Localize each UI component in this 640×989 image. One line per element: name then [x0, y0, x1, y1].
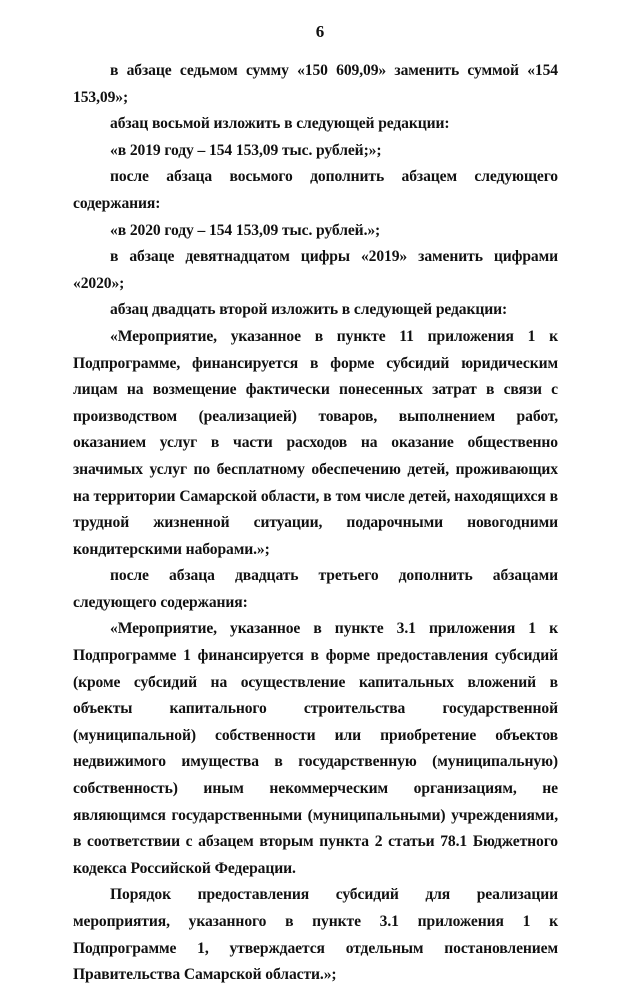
paragraph-add-after-eighth: после абзаца восьмого дополнить абзацем следующего содержания: [73, 168, 558, 212]
paragraph-add-after-twenty-third: после абзаца двадцать третьего дополнить абзацами следующего содержания: [73, 567, 558, 611]
paragraph-nineteenth-edit: в абзаце девятнадцатом цифры «2019» заменить цифрами «2020»; [73, 248, 558, 292]
paragraph-measure-3-1: «Мероприятие, указанное в пункте 3.1 приложения 1 к Подпрограмме 1 финансируется в форме предоставления субсидий (кроме субсидий на осуществление капитальных вложений в объекты капитального строительства государственной (муниципальной) собственности или приобретение объектов недвижимого имущества в государственную (муниципальную) собственность) иным некоммерческим организациям, не являющимся государственными (муниципальными) учреждениями, в соответствии с абзацем вторым пункта 2 статьи 78.1 Бюджетного кодекса Российской Федерации. [73, 620, 558, 877]
paragraph-subsidy-procedure: Порядок предоставления субсидий для реализации мероприятия, указанного в пункте 3.1 приложения 1 к Подпрограмме 1, утверждается отдельным постановлением Правительства Самарской области.»; [73, 886, 558, 984]
paragraph-amount-replacement: в абзаце седьмом сумму «150 609,09» заменить суммой «154 153,09»; [73, 62, 558, 106]
document-body [73, 58, 558, 989]
paragraph-eighth-edit: абзац восьмой изложить в следующей редакции: [110, 115, 450, 133]
paragraph-2020-amount: «в 2020 году – 154 153,09 тыс. рублей.»; [110, 221, 381, 239]
paragraph-twenty-second-edit: абзац двадцать второй изложить в следующей редакции: [110, 301, 508, 319]
paragraph-2019-amount: «в 2019 году – 154 153,09 тыс. рублей;»; [110, 141, 382, 159]
page-number: 6 [315, 22, 325, 41]
paragraph-measure-11: «Мероприятие, указанное в пункте 11 приложения 1 к Подпрограмме, финансируется в форме субсидий юридическим лицам на возмещение фактически понесенных затрат в связи с производством (реализацией) товаров, выполнением работ, оказанием услуг в части расходов на оказание общественно значимых услуг по бесплатному обеспечению детей, проживающих на территории Самарской области, в том числе детей, находящихся в трудной жизненной ситуации, подарочными новогодними кондитерскими наборами.»; [73, 327, 558, 558]
